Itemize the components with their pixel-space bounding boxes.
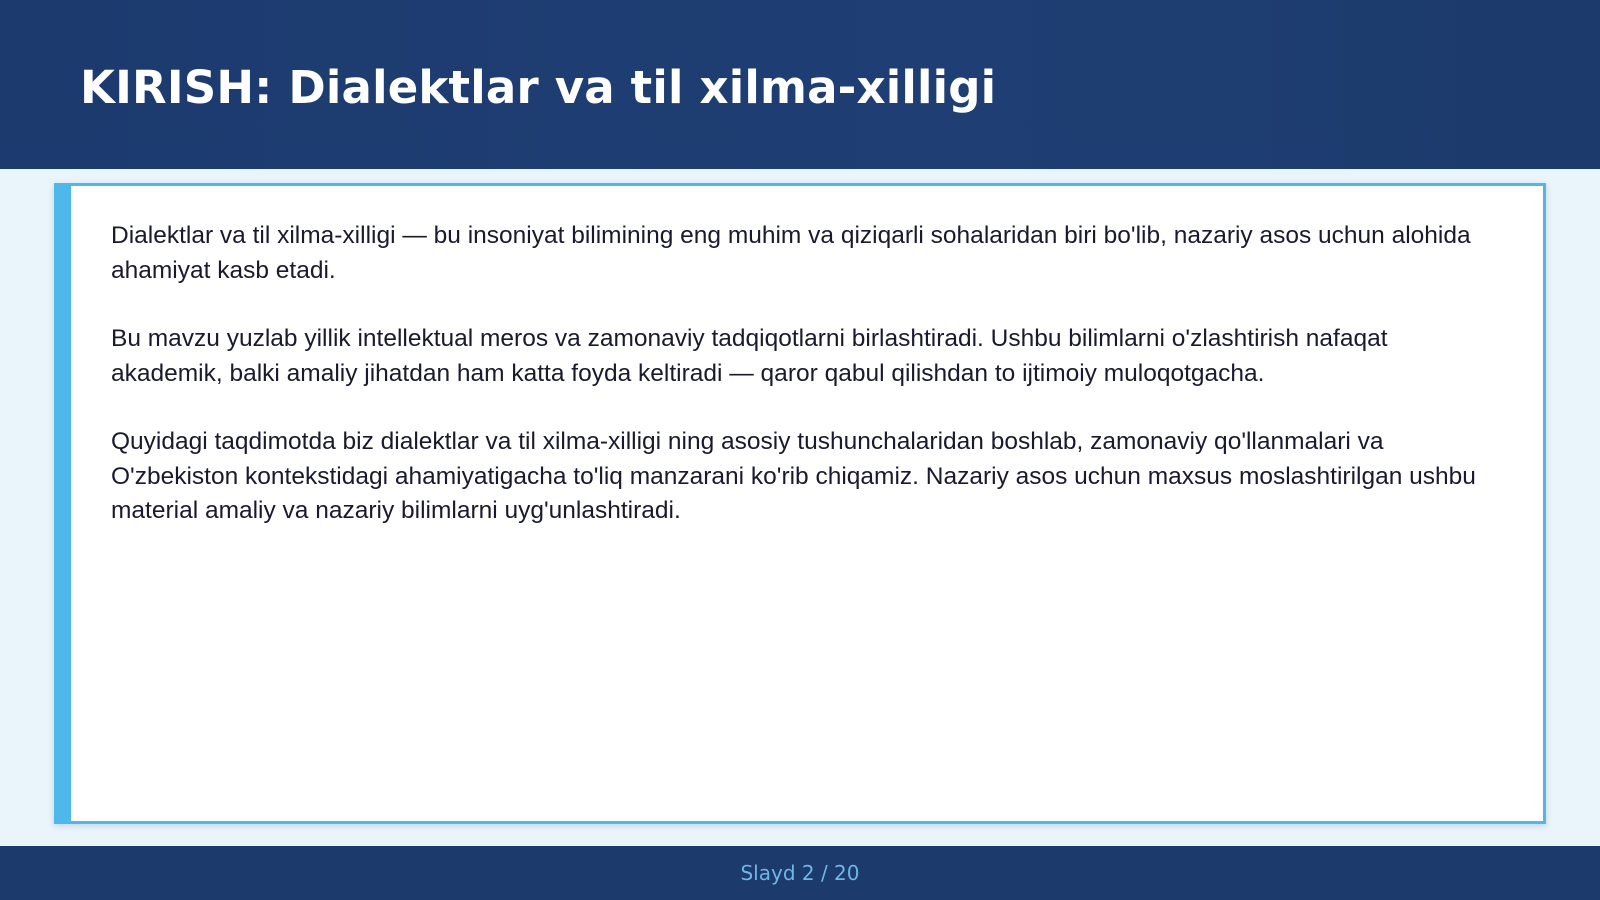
content-card [54,183,1546,824]
paragraph-2: Bu mavzu yuzlab yillik intellektual meros va zamonaviy tadqiqotlarni birlashtiradi. Ushbu bilimlarni o'zlashtirish nafaqat akademik, balki amaliy jihatdan ham katta foyda keltiradi — qaror qabul qilishdan to ijtimoiy muloqotgacha. [111,325,1388,387]
slide-counter: Slayd 2 / 20 [740,861,860,885]
slide-footer [0,846,1600,900]
slide-header [0,0,1600,169]
card-body [111,219,1501,563]
paragraph-1: Dialektlar va til xilma-xilligi — bu insoniyat bilimining eng muhim va qiziqarli sohalaridan biri bo'lib, nazariy asos uchun alohida ahamiyat kasb etadi. [111,222,1471,284]
paragraph-3: Quyidagi taqdimotda biz dialektlar va til xilma-xilligi ning asosiy tushunchalaridan boshlab, zamonaviy qo'llanmalari va O'zbekiston kontekstidagi ahamiyatigacha to'liq manzarani ko'rib chiqamiz. Nazariy asos uchun maxsus moslashtirilgan ushbu material amaliy va nazariy bilimlarni uyg'unlashtiradi. [111,428,1476,524]
slide-title: KIRISH: Dialektlar va til xilma-xilligi [80,61,997,114]
